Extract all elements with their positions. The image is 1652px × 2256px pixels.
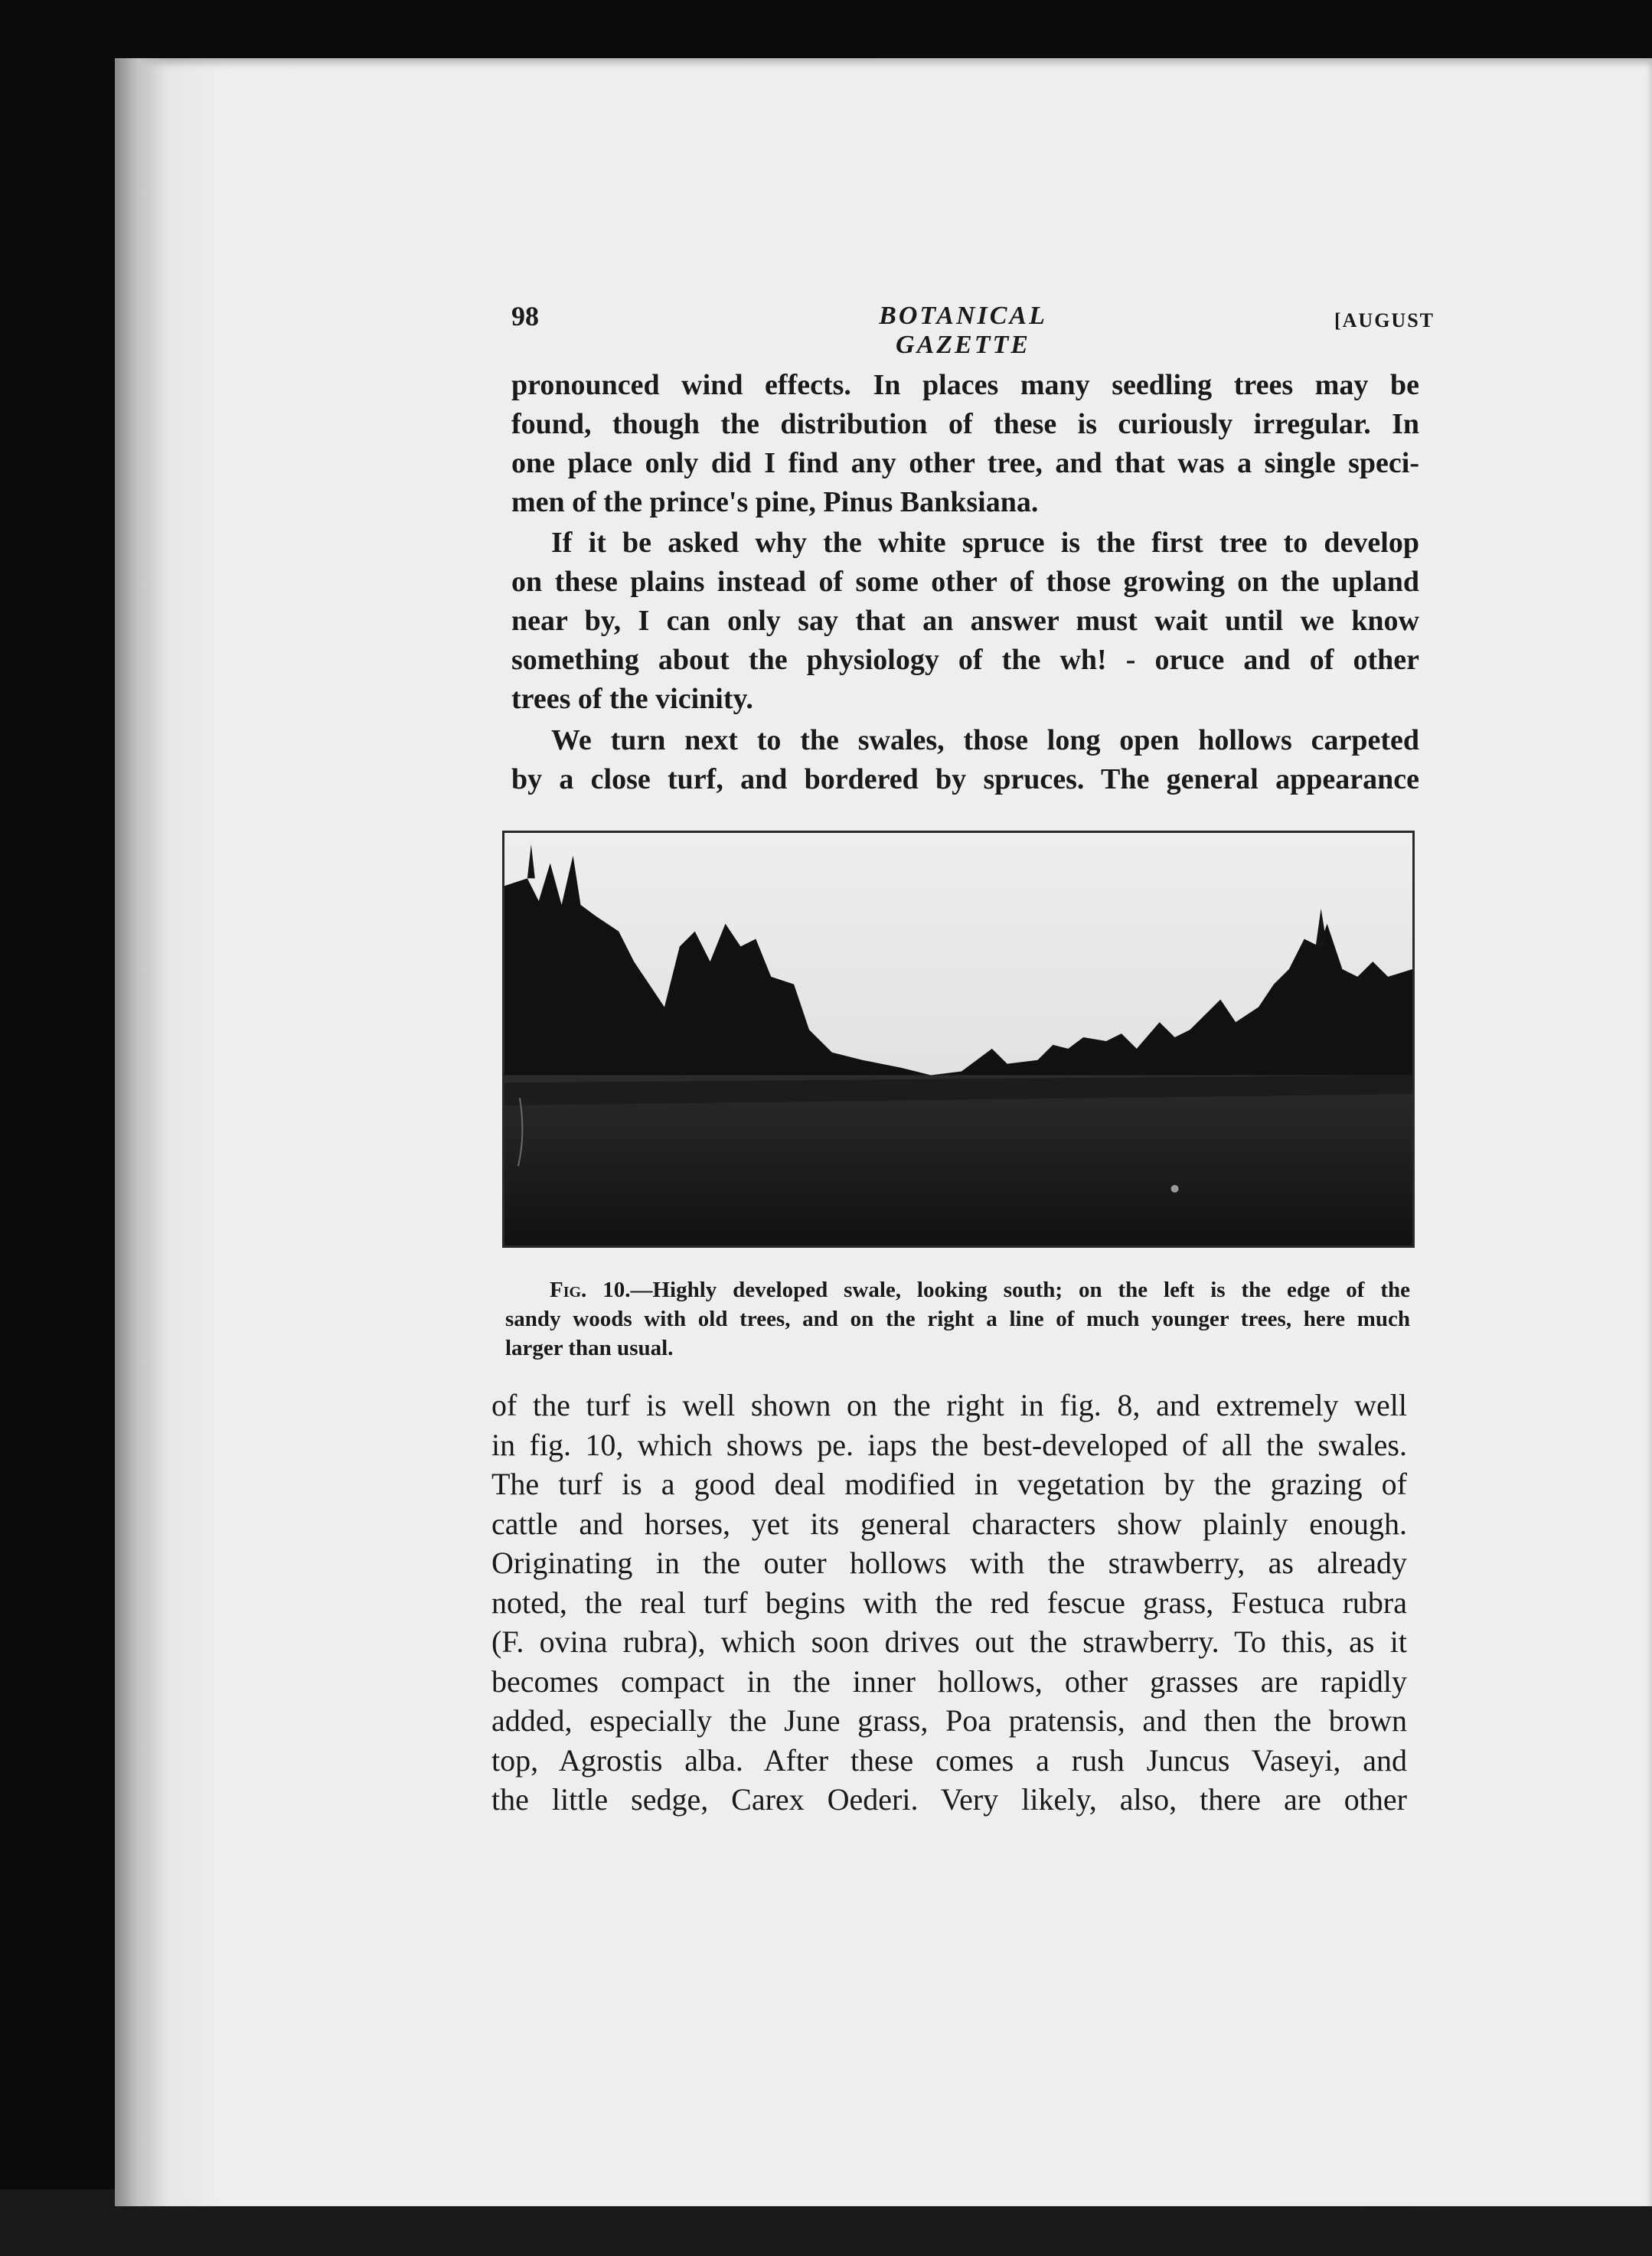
paragraph-wind-effects (511, 366, 1419, 522)
text-line: noted, the real turf begins with the red fescue grass, Festuca rubra (491, 1585, 1407, 1620)
text-line: cattle and horses, yet its general characters show plainly enough. (491, 1506, 1407, 1541)
text-line: The turf is a good deal modified in vegetation by the grazing of (491, 1467, 1407, 1501)
figure-10-photo (502, 831, 1415, 1248)
text-line: (F. ovina rubra), which soon drives out the strawberry. To this, as it (491, 1624, 1407, 1659)
paragraph-swales (511, 721, 1419, 799)
text-line: in fig. 10, which shows pe. iaps the best-developed of all the swales. (491, 1427, 1407, 1462)
text-line: Originating in the outer hollows with the strawberry, as already (491, 1546, 1407, 1580)
text-line: added, especially the June grass, Poa pratensis, and then the brown (491, 1703, 1407, 1738)
text-line: becomes compact in the inner hollows, other grasses are rapidly (491, 1663, 1407, 1699)
text-line: found, though the distribution of these is curiously irregular. In (511, 408, 1419, 440)
swale-photograph (504, 833, 1412, 1246)
figure-caption (505, 1275, 1410, 1363)
caption-line-3: larger than usual. (505, 1336, 674, 1360)
text-line: men of the prince's pine, Pinus Banksiana. (511, 486, 1039, 518)
figure-label: Fig. 10. (550, 1278, 631, 1302)
paragraph-turf (491, 1386, 1407, 1820)
caption-line-2: sandy woods with old trees, and on the right a line of much younger trees, here much (505, 1307, 1410, 1331)
paragraph-white-spruce (511, 524, 1419, 719)
journal-title: BOTANICAL GAZETTE (879, 302, 1047, 359)
text-line: on these plains instead of some other of those growing on the upland (511, 566, 1419, 598)
text-line: by a close turf, and bordered by spruces. The general appearance (511, 763, 1419, 795)
text-line: the little sedge, Carex Oederi. Very likely, also, there are other (491, 1782, 1407, 1817)
issue-month: [AUGUST (1334, 309, 1435, 331)
text-line: We turn next to the swales, those long open hollows carpeted (551, 724, 1419, 756)
text-line: of the turf is well shown on the right in fig. 8, and extremely well (491, 1388, 1407, 1422)
page-number: 98 (511, 301, 539, 331)
text-line: If it be asked why the white spruce is the first tree to develop (551, 527, 1419, 559)
text-line: top, Agrostis alba. After these comes a rush Juncus Vaseyi, and (491, 1742, 1407, 1778)
text-line: pronounced wind effects. In places many seedling trees may be (511, 369, 1419, 401)
text-line: near by, I can only say that an answer must wait until we know (511, 605, 1419, 637)
page-binding-edge (115, 58, 168, 2206)
text-line: one place only did I find any other tree, and that was a single speci- (511, 447, 1419, 479)
running-head (511, 300, 1435, 359)
caption-text: —Highly developed swale, looking south; on the left is the edge of the (630, 1278, 1410, 1302)
text-line: trees of the vicinity. (511, 683, 753, 715)
text-line: something about the physiology of the wh! - oruce and of other (511, 644, 1419, 676)
caption-line-1 (505, 1275, 1410, 1304)
